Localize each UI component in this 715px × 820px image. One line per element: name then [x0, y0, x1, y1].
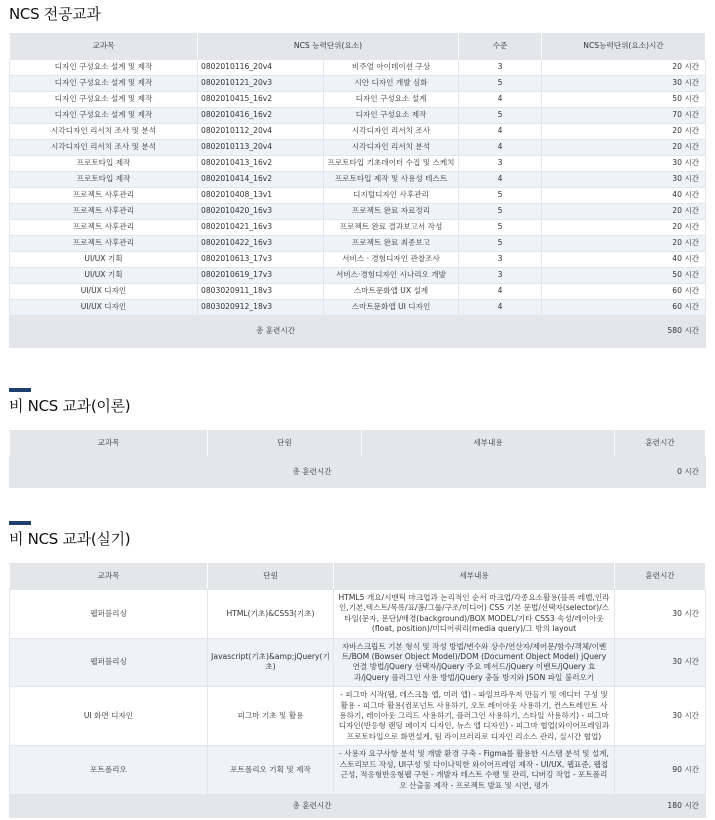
theory-table: [9, 430, 706, 488]
hours-cell: 40 시간: [542, 252, 706, 268]
theory-total-row: [10, 457, 706, 488]
code-cell: 0802010414_16v2: [198, 172, 324, 188]
table-row: [10, 188, 706, 204]
hours-cell: 30 시간: [615, 638, 706, 687]
subject-cell: 시각디자인 리서치 조사 및 분석: [10, 124, 198, 140]
table-row: [10, 284, 706, 300]
table-row: [10, 124, 706, 140]
unit-cell: HTML(기초)&CSS3(기초): [208, 590, 334, 639]
subject-cell: UI/UX 기획: [10, 268, 198, 284]
subject-cell: 디자인 구성요소 설계 및 제작: [10, 108, 198, 124]
code-cell: 0803020912_18v3: [198, 300, 324, 316]
subject-cell: 프로젝트 사후관리: [10, 236, 198, 252]
level-cell: 4: [459, 172, 542, 188]
hours-cell: 20 시간: [542, 220, 706, 236]
section-accent-bar: [9, 388, 31, 392]
table-row: [10, 156, 706, 172]
ncs-table: [9, 33, 706, 348]
header-ncs-unit: NCS 능력단위(요소): [198, 34, 459, 60]
header-subject: 교과목: [10, 34, 198, 60]
hours-cell: 30 시간: [615, 687, 706, 746]
header-subject: 교과목: [10, 564, 208, 590]
hours-cell: 20 시간: [542, 236, 706, 252]
theory-total-hours: 0 시간: [615, 457, 706, 488]
practice-table: [9, 563, 706, 818]
header-level: 수준: [459, 34, 542, 60]
unit-cell: 서비스 · 경험디자인 관찰조사: [324, 252, 459, 268]
practice-section: [0, 521, 715, 549]
unit-cell: 스마트문화앱 UI 디자인: [324, 300, 459, 316]
hours-cell: 20 시간: [542, 140, 706, 156]
unit-cell: 프로토타입 제작 및 사용성 테스트: [324, 172, 459, 188]
code-cell: 0802010413_16v2: [198, 156, 324, 172]
hours-cell: 70 시간: [542, 108, 706, 124]
code-cell: 0802010121_20v3: [198, 76, 324, 92]
unit-cell: 프로젝트 완료 결과보고서 작성: [324, 220, 459, 236]
hours-cell: 20 시간: [542, 60, 706, 76]
hours-cell: 50 시간: [542, 92, 706, 108]
table-row: [10, 268, 706, 284]
ncs-section-title: NCS 전공교과: [9, 5, 101, 23]
theory-section: [0, 388, 715, 416]
table-row: [10, 204, 706, 220]
content-cell: HTML5 개요/시맨틱 마크업과 논리적인 순서 마크업/각종요소활용(블록 레벨,인라인,기본,텍스트/목록/표/폼/그룹/구조/미디어) CSS 기본 문법/선택자(selector)/스타일(문자, 문단)/배경(background)/BOX MODEL/기타 CSS3 속성/레이아웃(float, position)/미디어쿼리(media query)/그 밖의 layout: [334, 590, 615, 639]
hours-cell: 50 시간: [542, 268, 706, 284]
table-row: [10, 60, 706, 76]
subject-cell: 프로토타입 제작: [10, 172, 198, 188]
table-row: [10, 638, 706, 687]
table-row: [10, 172, 706, 188]
level-cell: 4: [459, 300, 542, 316]
level-cell: 4: [459, 124, 542, 140]
hours-cell: 40 시간: [542, 188, 706, 204]
unit-cell: 프로젝트 완료 최종보고: [324, 236, 459, 252]
subject-cell: 웹퍼블리싱: [10, 638, 208, 687]
subject-cell: UI/UX 기획: [10, 252, 198, 268]
header-subject: 교과목: [10, 431, 208, 457]
code-cell: 0802010420_16v3: [198, 204, 324, 220]
code-cell: 0802010422_16v3: [198, 236, 324, 252]
theory-table-header: [10, 431, 706, 457]
section-accent-bar: [9, 521, 31, 525]
code-cell: 0802010619_17v3: [198, 268, 324, 284]
code-cell: 0802010613_17v3: [198, 252, 324, 268]
level-cell: 4: [459, 140, 542, 156]
table-row: [10, 236, 706, 252]
level-cell: 4: [459, 284, 542, 300]
practice-total-hours: 180 시간: [615, 794, 706, 817]
subject-cell: 프로젝트 사후관리: [10, 220, 198, 236]
unit-cell: 프로젝트 완료 자료정리: [324, 204, 459, 220]
table-row: [10, 252, 706, 268]
code-cell: 0802010112_20v4: [198, 124, 324, 140]
code-cell: 0802010415_16v2: [198, 92, 324, 108]
practice-total-row: [10, 794, 706, 817]
table-row: [10, 300, 706, 316]
content-cell: - 사용자 요구사항 분석 및 개발 환경 구축 - Figma를 활용한 시스템 분석 및 설계, 스토리보드 작성, UI구성 및 다이나믹한 와이어프레임 제작 - UI/UX, 웹표준, 웹접근성, 적응형반응형웹 구현 - 개발자 테스트 수행 및 관리, 디버깅 작업 - 포트폴리오 산출물 제작 - 프로젝트 발표 및 시연, 평가: [334, 746, 615, 795]
practice-total-label: 총 훈련시간: [10, 794, 615, 817]
level-cell: 5: [459, 220, 542, 236]
level-cell: 5: [459, 76, 542, 92]
hours-cell: 30 시간: [615, 590, 706, 639]
unit-cell: 시각디자인 리서치 분석: [324, 140, 459, 156]
unit-cell: 비주얼 아이데이션 구상: [324, 60, 459, 76]
header-hours: 훈련시간: [615, 564, 706, 590]
theory-total-label: 총 훈련시간: [10, 457, 615, 488]
unit-cell: 디자인 구성요소 설계: [324, 92, 459, 108]
table-row: [10, 746, 706, 795]
header-hours: 훈련시간: [615, 431, 706, 457]
subject-cell: UI 화면 디자인: [10, 687, 208, 746]
header-unit: 단원: [208, 564, 334, 590]
subject-cell: 디자인 구성요소 설계 및 제작: [10, 60, 198, 76]
theory-section-title: 비 NCS 교과(이론): [9, 397, 131, 415]
table-row: [10, 140, 706, 156]
code-cell: 0802010421_16v3: [198, 220, 324, 236]
level-cell: 3: [459, 156, 542, 172]
level-cell: 5: [459, 236, 542, 252]
level-cell: 5: [459, 108, 542, 124]
content-cell: - 피그마 시작(웹, 데스크톱 앱, 미러 앱) - 파일브라우저 만들기 및 에디터 구성 및 활용 - 피그마 활용(컴포넌트 사용하기, 오토 레이아웃 사용하기, 컨스트레인트 사용하기, 레이아웃 그리드 사용하기, 플러그인 사용하기, 스타일 사용하기) - 피그마 디자인(반응형 랜딩 페이지 디자인, 뉴스 앱 디자인) - 피그마 협업(와이어프레임과 프로토타입으로 화면설계, 팀 라이브러리로 디자인 리소스 관리, 실시간 협업): [334, 687, 615, 746]
hours-cell: 60 시간: [542, 300, 706, 316]
subject-cell: 프로젝트 사후관리: [10, 204, 198, 220]
code-cell: 0802010408_13v1: [198, 188, 324, 204]
hours-cell: 90 시간: [615, 746, 706, 795]
subject-cell: 디자인 구성요소 설계 및 제작: [10, 76, 198, 92]
header-content: 세부내용: [334, 564, 615, 590]
code-cell: 0803020911_18v3: [198, 284, 324, 300]
level-cell: 3: [459, 60, 542, 76]
content-cell: 자바스크립트 기본 형식 및 작성 방법/변수와 상수/연산자/제어문/함수/객체/이벤트/BOM (Bowser Object Model)/DOM (Document Object Model) jQuery 연결 방법/jQuery 선택자/jQuery 주요 메서드/jQuery 이벤트/jQuery 효과/jQuery 플러그인 사용 방법/jQuery 충돌 방지와 JSON 파일 불러오기: [334, 638, 615, 687]
subject-cell: 프로토타입 제작: [10, 156, 198, 172]
table-row: [10, 220, 706, 236]
table-row: [10, 590, 706, 639]
header-content: 세부내용: [362, 431, 615, 457]
unit-cell: 서비스·경험디자인 시나리오 개발: [324, 268, 459, 284]
level-cell: 3: [459, 268, 542, 284]
practice-section-title: 비 NCS 교과(실기): [9, 530, 131, 548]
subject-cell: 포트폴리오: [10, 746, 208, 795]
hours-cell: 20 시간: [542, 204, 706, 220]
hours-cell: 30 시간: [542, 172, 706, 188]
hours-cell: 30 시간: [542, 76, 706, 92]
table-row: [10, 108, 706, 124]
unit-cell: 디지털디자인 사후관리: [324, 188, 459, 204]
unit-cell: 시각디자인 리서치 조사: [324, 124, 459, 140]
ncs-section: [0, 3, 715, 24]
code-cell: 0802010416_16v2: [198, 108, 324, 124]
unit-cell: Javascript(기초)&amp;jQuery(기초): [208, 638, 334, 687]
subject-cell: 디자인 구성요소 설계 및 제작: [10, 92, 198, 108]
header-unit: 단원: [208, 431, 362, 457]
unit-cell: 시안 디자인 개발 심화: [324, 76, 459, 92]
level-cell: 4: [459, 92, 542, 108]
subject-cell: 웹퍼블리싱: [10, 590, 208, 639]
hours-cell: 30 시간: [542, 156, 706, 172]
practice-table-header: [10, 564, 706, 590]
table-row: [10, 687, 706, 746]
subject-cell: UI/UX 디자인: [10, 284, 198, 300]
level-cell: 5: [459, 204, 542, 220]
ncs-total-hours: 580 시간: [542, 316, 706, 348]
subject-cell: 프로젝트 사후관리: [10, 188, 198, 204]
hours-cell: 20 시간: [542, 124, 706, 140]
subject-cell: 시각디자인 리서치 조사 및 분석: [10, 140, 198, 156]
subject-cell: UI/UX 디자인: [10, 300, 198, 316]
unit-cell: 디자인 구성요소 제작: [324, 108, 459, 124]
table-row: [10, 76, 706, 92]
ncs-total-row: [10, 316, 706, 348]
level-cell: 3: [459, 252, 542, 268]
table-row: [10, 92, 706, 108]
hours-cell: 60 시간: [542, 284, 706, 300]
unit-cell: 포트폴리오 기획 및 제작: [208, 746, 334, 795]
code-cell: 0802010113_20v4: [198, 140, 324, 156]
ncs-total-label: 총 훈련시간: [10, 316, 542, 348]
level-cell: 5: [459, 188, 542, 204]
unit-cell: 스마트문화앱 UX 설계: [324, 284, 459, 300]
unit-cell: 피그마 기초 및 활용: [208, 687, 334, 746]
code-cell: 0802010116_20v4: [198, 60, 324, 76]
header-unit-hours: NCS능력단위(요소)시간: [542, 34, 706, 60]
ncs-table-header: [10, 34, 706, 60]
unit-cell: 프로토타입 기초데이터 수집 및 스케치: [324, 156, 459, 172]
